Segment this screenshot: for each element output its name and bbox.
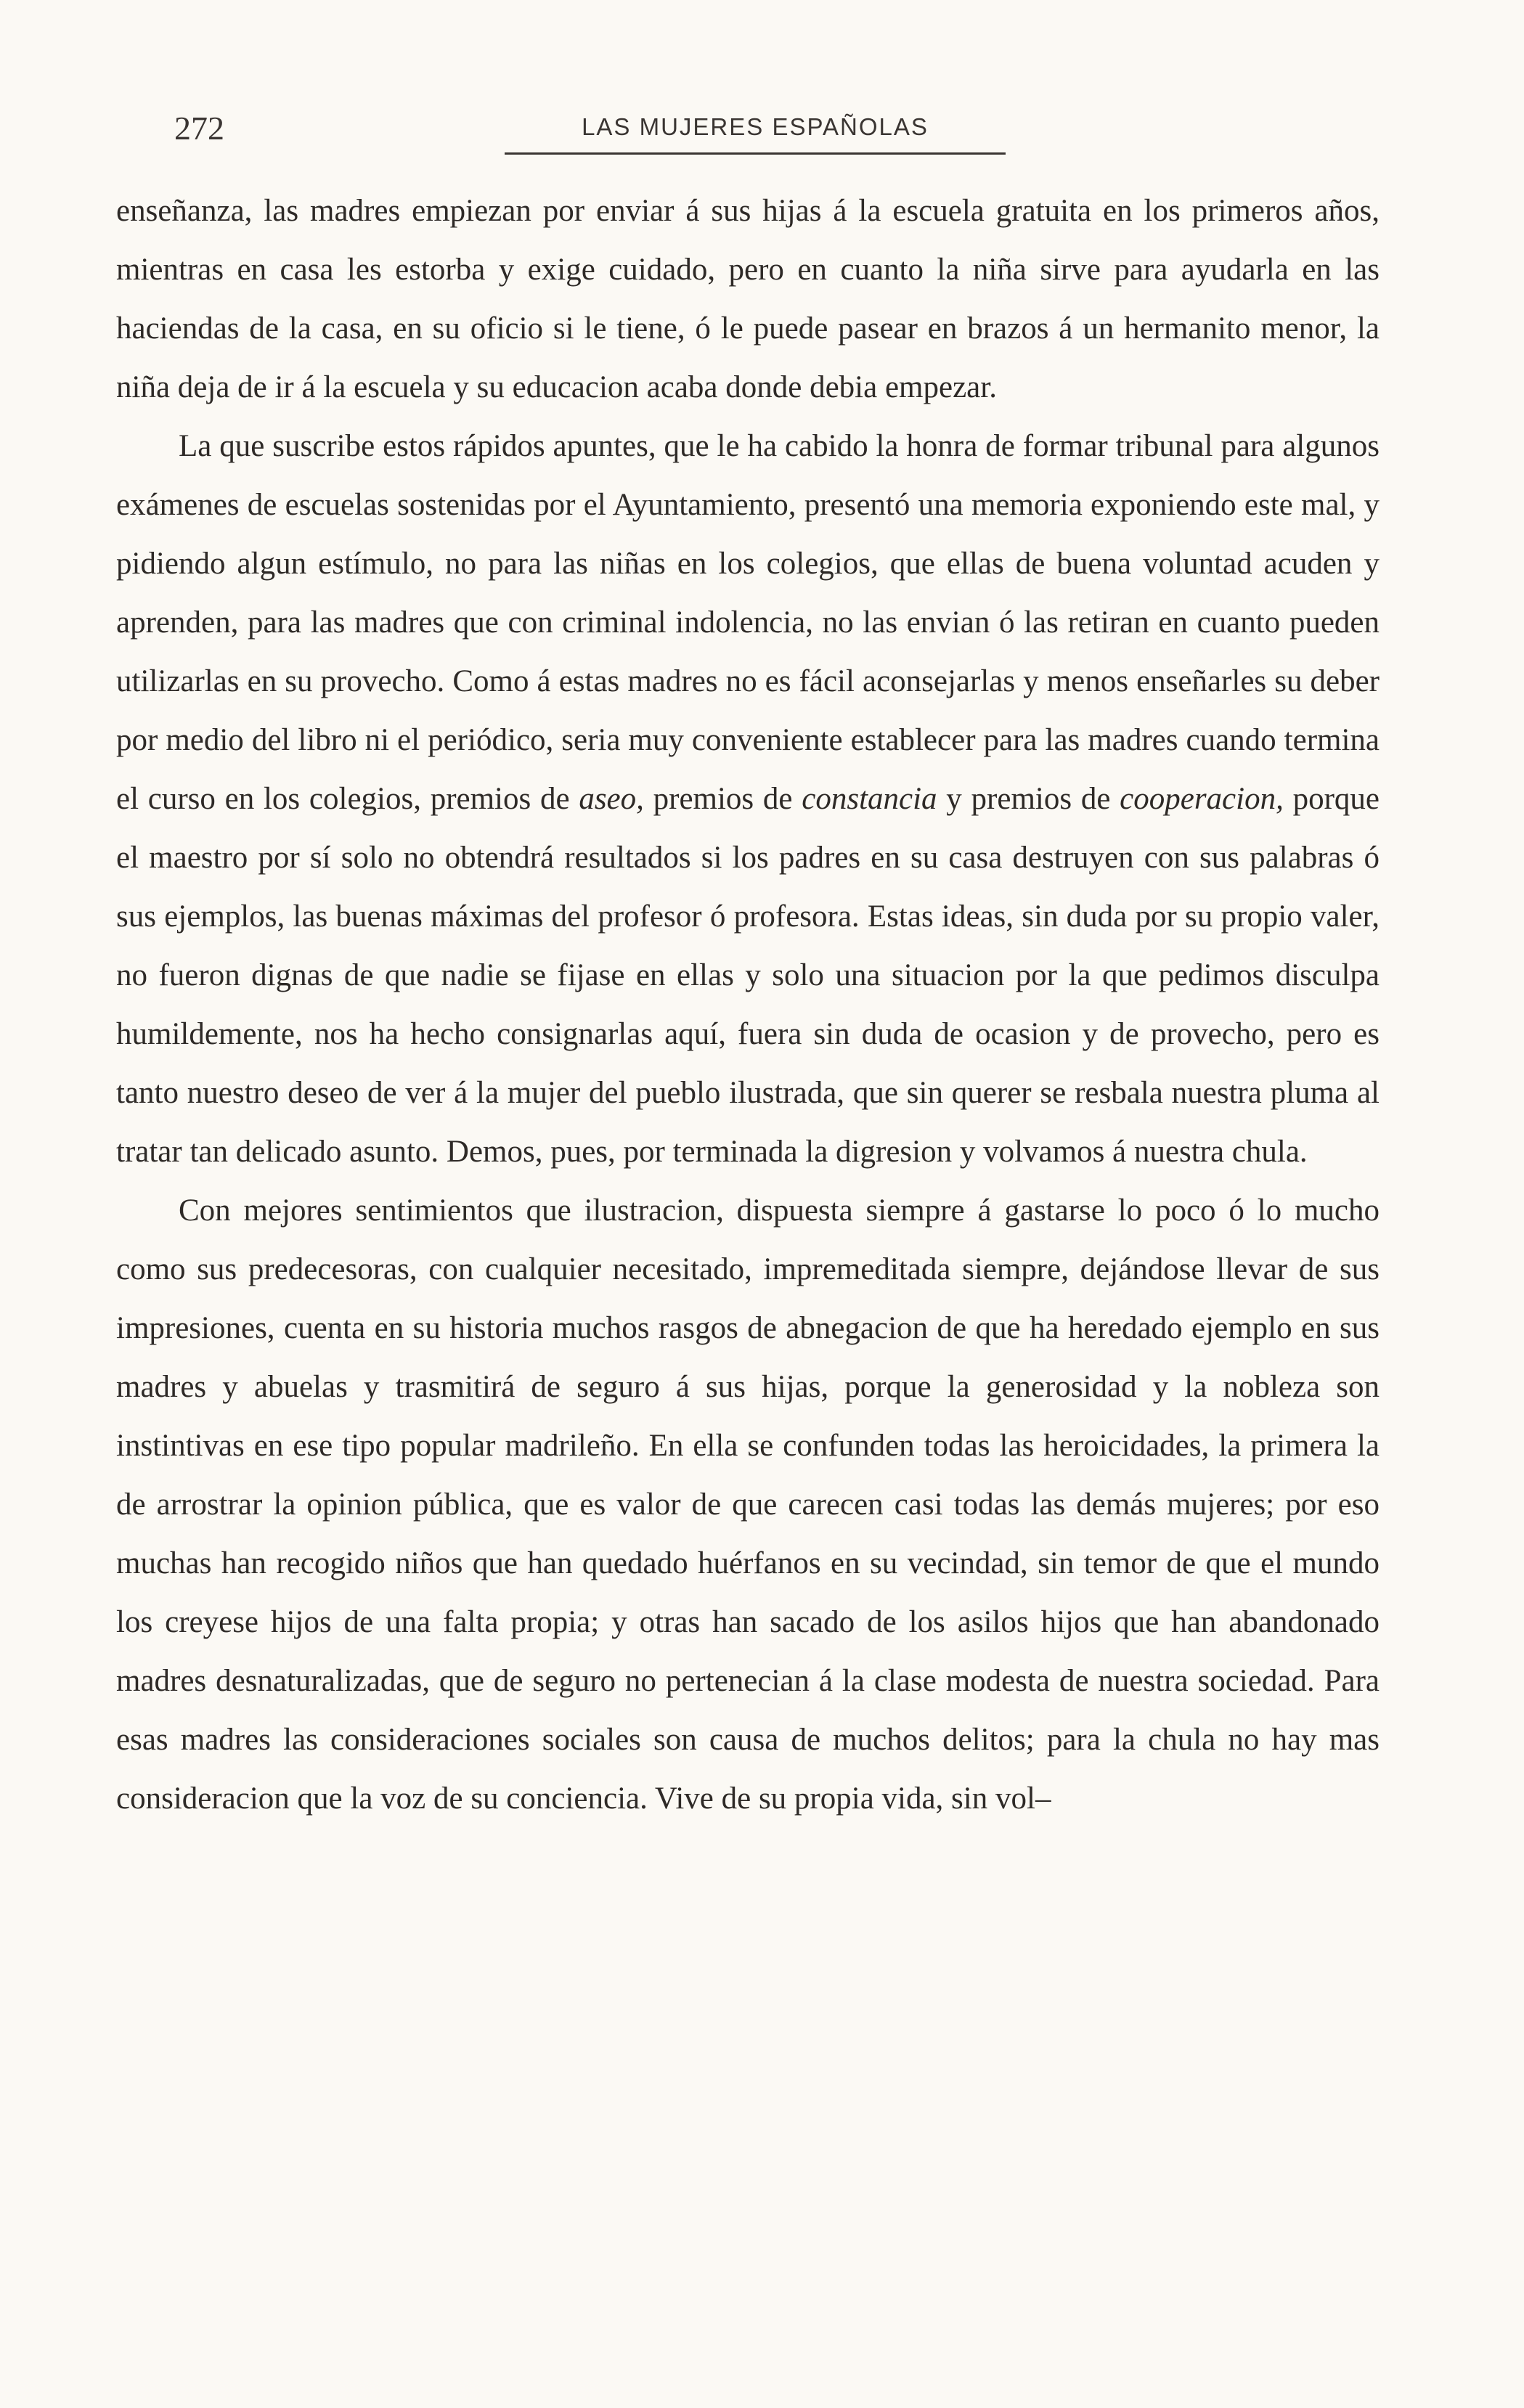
running-title: LAS MUJERES ESPAÑOLAS [582,113,929,140]
paragraph-2-text-c: y premios de [937,782,1120,816]
page-header [116,102,1394,160]
paragraph-1 [116,181,1380,417]
paragraph-1-text: enseñanza, las madres empiezan por enviar á sus hijas á la escuela gratuita en los primeros años, mientras en casa les estorba y exige cuidado, pero en cuanto la niña sirve para ayudarla en las haciendas de la casa, en su oficio si le tiene, ó le puede pasear en brazos á un hermanito menor, la niña deja de ir á la escuela y su educacion acaba donde debia empezar. [116,194,1380,404]
page-number: 272 [174,110,224,147]
italic-aseo: aseo, [579,782,644,816]
italic-constancia: constancia [802,782,937,816]
paragraph-3-text: Con mejores sentimientos que ilustracion, dispuesta siempre á gastarse lo poco ó lo mucho como sus predecesoras, con cualquier necesitado, impremeditada siempre, dejándose llevar de sus impresiones, cuenta en su historia muchos rasgos de abnegacion de que ha heredado ejemplo en sus madres y abuelas y trasmitirá de seguro á sus hijas, porque la generosidad y la nobleza son instintivas en ese tipo popular madrileño. En ella se confunden todas las heroicidades, la primera la de arrostrar la opinion pública, que es valor de que carecen casi todas las demás mujeres; por eso muchas han recogido niños que han quedado huérfanos en su vecindad, sin temor de que el mundo los creyese hijos de una falta propia; y otras han sacado de los asilos hijos que han abandonado madres desnaturalizadas, que de seguro no pertenecian á la clase modesta de nuestra sociedad. Para esas madres las consideraciones sociales son causa de muchos delitos; para la chula no hay mas consideracion que la voz de su conciencia. Vive de su propia vida, sin vol– [116,1193,1380,1816]
header-rule [505,152,1006,155]
paragraph-3 [116,1181,1380,1828]
italic-cooperacion: cooperacion, [1120,782,1284,816]
body-text [116,181,1380,1828]
paragraph-2 [116,417,1380,1181]
paragraph-2-text-a: La que suscribe estos rápidos apuntes, que le ha cabido la honra de formar tribunal para algunos exámenes de escuelas sostenidas por el Ayuntamiento, presentó una memoria exponiendo este mal, y pidiendo algun estímulo, no para las niñas en los colegios, que ellas de buena voluntad acuden y aprenden, para las madres que con criminal indolencia, no las envian ó las retiran en cuanto pueden utilizarlas en su provecho. Como á estas madres no es fácil aconsejarlas y menos enseñarles su deber por medio del libro ni el periódico, seria muy conveniente establecer para las madres cuando termina el curso en los colegios, premios de [116,429,1380,816]
paragraph-2-text-d: porque el maestro por sí solo no obtendrá resultados si los padres en su casa destruyen con sus palabras ó sus ejemplos, las buenas máximas del profesor ó profesora. Estas ideas, sin duda por su propio valer, no fueron dignas de que nadie se fijase en ellas y solo una situacion por la que pedimos disculpa humildemente, nos ha hecho consignarlas aquí, fuera sin duda de ocasion y de provecho, pero es tanto nuestro deseo de ver á la mujer del pueblo ilustrada, que sin querer se resbala nuestra pluma al tratar tan delicado asunto. Demos, pues, por terminada la digresion y volvamos á nuestra chula. [116,782,1380,1169]
paragraph-2-text-b: premios de [643,782,802,816]
